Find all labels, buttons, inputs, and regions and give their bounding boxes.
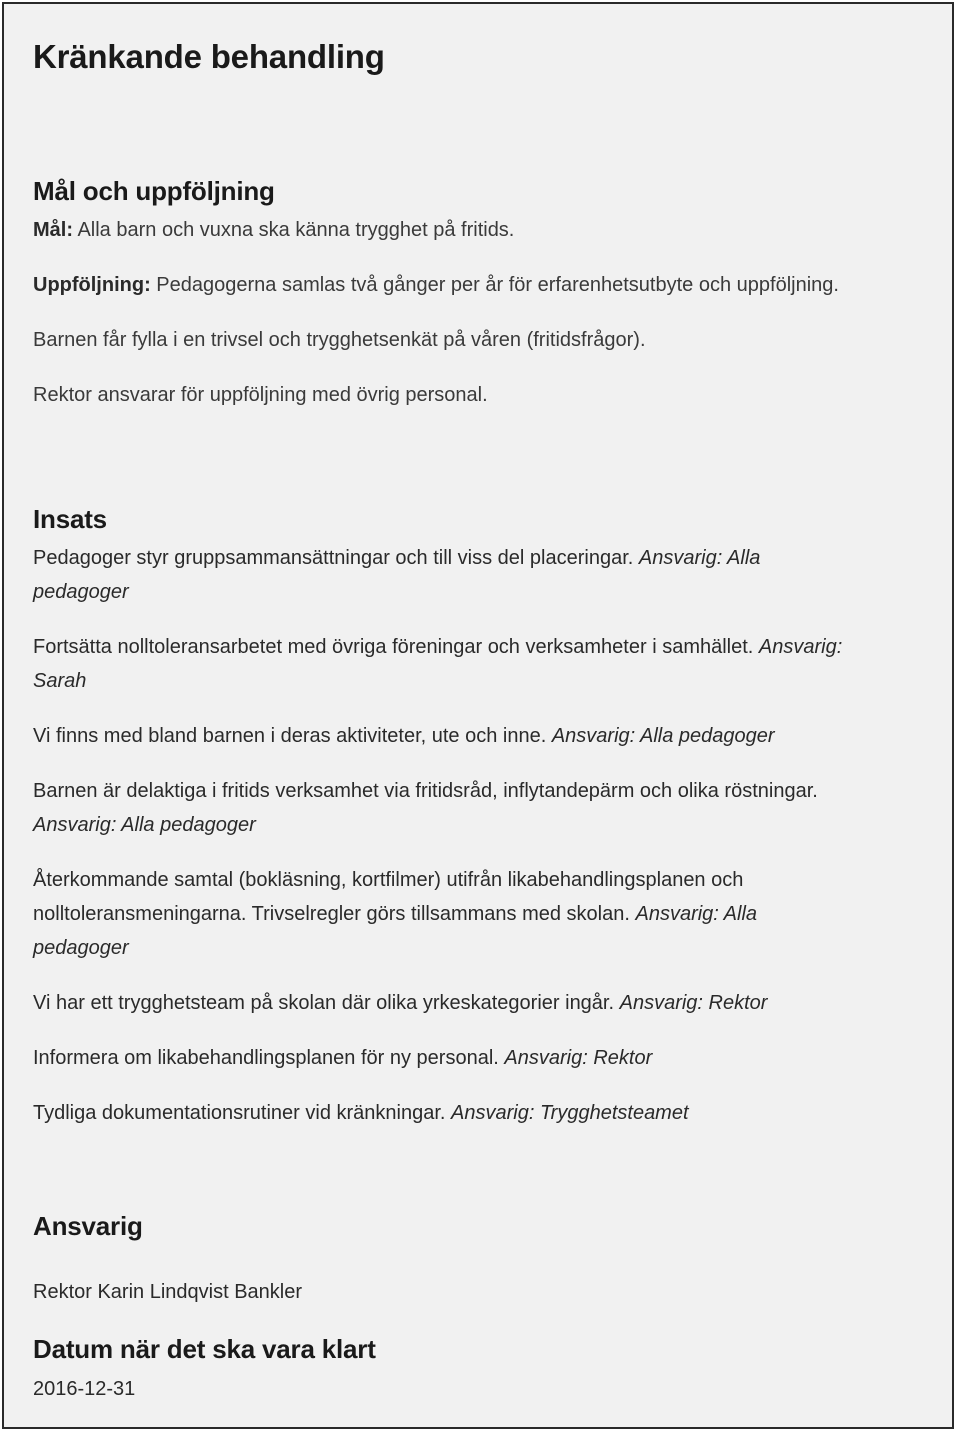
- goal-text: Alla barn och vuxna ska känna trygghet på fritids.: [73, 219, 515, 241]
- insats-heading: Insats: [33, 504, 107, 534]
- insats-item-text: Pedagoger styr gruppsammansättningar och till viss del placeringar.: [33, 547, 639, 569]
- followup-label: Uppföljning:: [33, 274, 151, 296]
- goal-paragraph: [33, 213, 514, 247]
- goal-label: Mål:: [33, 219, 73, 241]
- insats-item-responsible: Ansvarig: Alla pedagoger: [551, 725, 775, 747]
- followup-text: Pedagogerna samlas två gånger per år för erfarenhetsutbyte och uppföljning.: [150, 274, 839, 296]
- insats-item: Barnen är delaktiga i fritids verksamhet via fritidsråd, inflytandepärm och olika röstningar.: [33, 780, 818, 802]
- responsible-text: Rektor Karin Lindqvist Bankler: [33, 1281, 303, 1303]
- insats-item-responsible: Ansvarig: Alla: [635, 903, 758, 925]
- insats-item-text: Vi finns med bland barnen i deras aktiviteter, ute och inne.: [33, 725, 552, 747]
- document-page: [2, 2, 954, 1429]
- insats-item-responsible: Ansvarig: Trygghetsteamet: [451, 1102, 689, 1124]
- insats-item-text: nolltoleransmeningarna. Trivselregler görs tillsammans med skolan.: [33, 903, 636, 925]
- insats-item-responsible: pedagoger: [33, 581, 129, 603]
- insats-item: [33, 1096, 689, 1130]
- insats-item: [33, 719, 775, 753]
- insats-item-continued: [33, 897, 757, 931]
- insats-item: Återkommande samtal (bokläsning, kortfilmer) utifrån likabehandlingsplanen och: [33, 869, 744, 891]
- insats-item-text: Vi har ett trygghetsteam på skolan där olika yrkeskategorier ingår.: [33, 992, 620, 1014]
- insats-item-text: Informera om likabehandlingsplanen för ny personal.: [33, 1047, 505, 1069]
- followup-paragraph: [33, 268, 839, 302]
- deadline-date: 2016-12-31: [33, 1378, 136, 1400]
- insats-item: [33, 541, 760, 575]
- insats-item-text: Tydliga dokumentationsrutiner vid kränkningar.: [33, 1102, 452, 1124]
- insats-item-responsible: pedagoger: [33, 937, 129, 959]
- insats-item-text: Fortsätta nolltoleransarbetet med övriga föreningar och verksamheter i samhället.: [33, 636, 759, 658]
- responsible-heading: Ansvarig: [33, 1211, 143, 1241]
- insats-item-responsible: Ansvarig:: [758, 636, 843, 658]
- insats-item: [33, 1041, 652, 1075]
- insats-item-responsible: Ansvarig: Rektor: [504, 1047, 653, 1069]
- insats-item-responsible: Ansvarig: Alla: [638, 547, 761, 569]
- insats-item-responsible: Ansvarig: Rektor: [619, 992, 768, 1014]
- insats-item: [33, 630, 842, 664]
- deadline-heading: Datum när det ska vara klart: [33, 1334, 376, 1364]
- goals-heading: Mål och uppföljning: [33, 176, 275, 206]
- survey-paragraph: Barnen får fylla i en trivsel och trygghetsenkät på våren (fritidsfrågor).: [33, 329, 646, 351]
- insats-item: [33, 986, 767, 1020]
- page-title: Kränkande behandling: [33, 38, 385, 75]
- insats-item-responsible: Sarah: [33, 670, 87, 692]
- insats-item-responsible: Ansvarig: Alla pedagoger: [33, 814, 256, 836]
- principal-followup-paragraph: Rektor ansvarar för uppföljning med övrig personal.: [33, 384, 488, 406]
